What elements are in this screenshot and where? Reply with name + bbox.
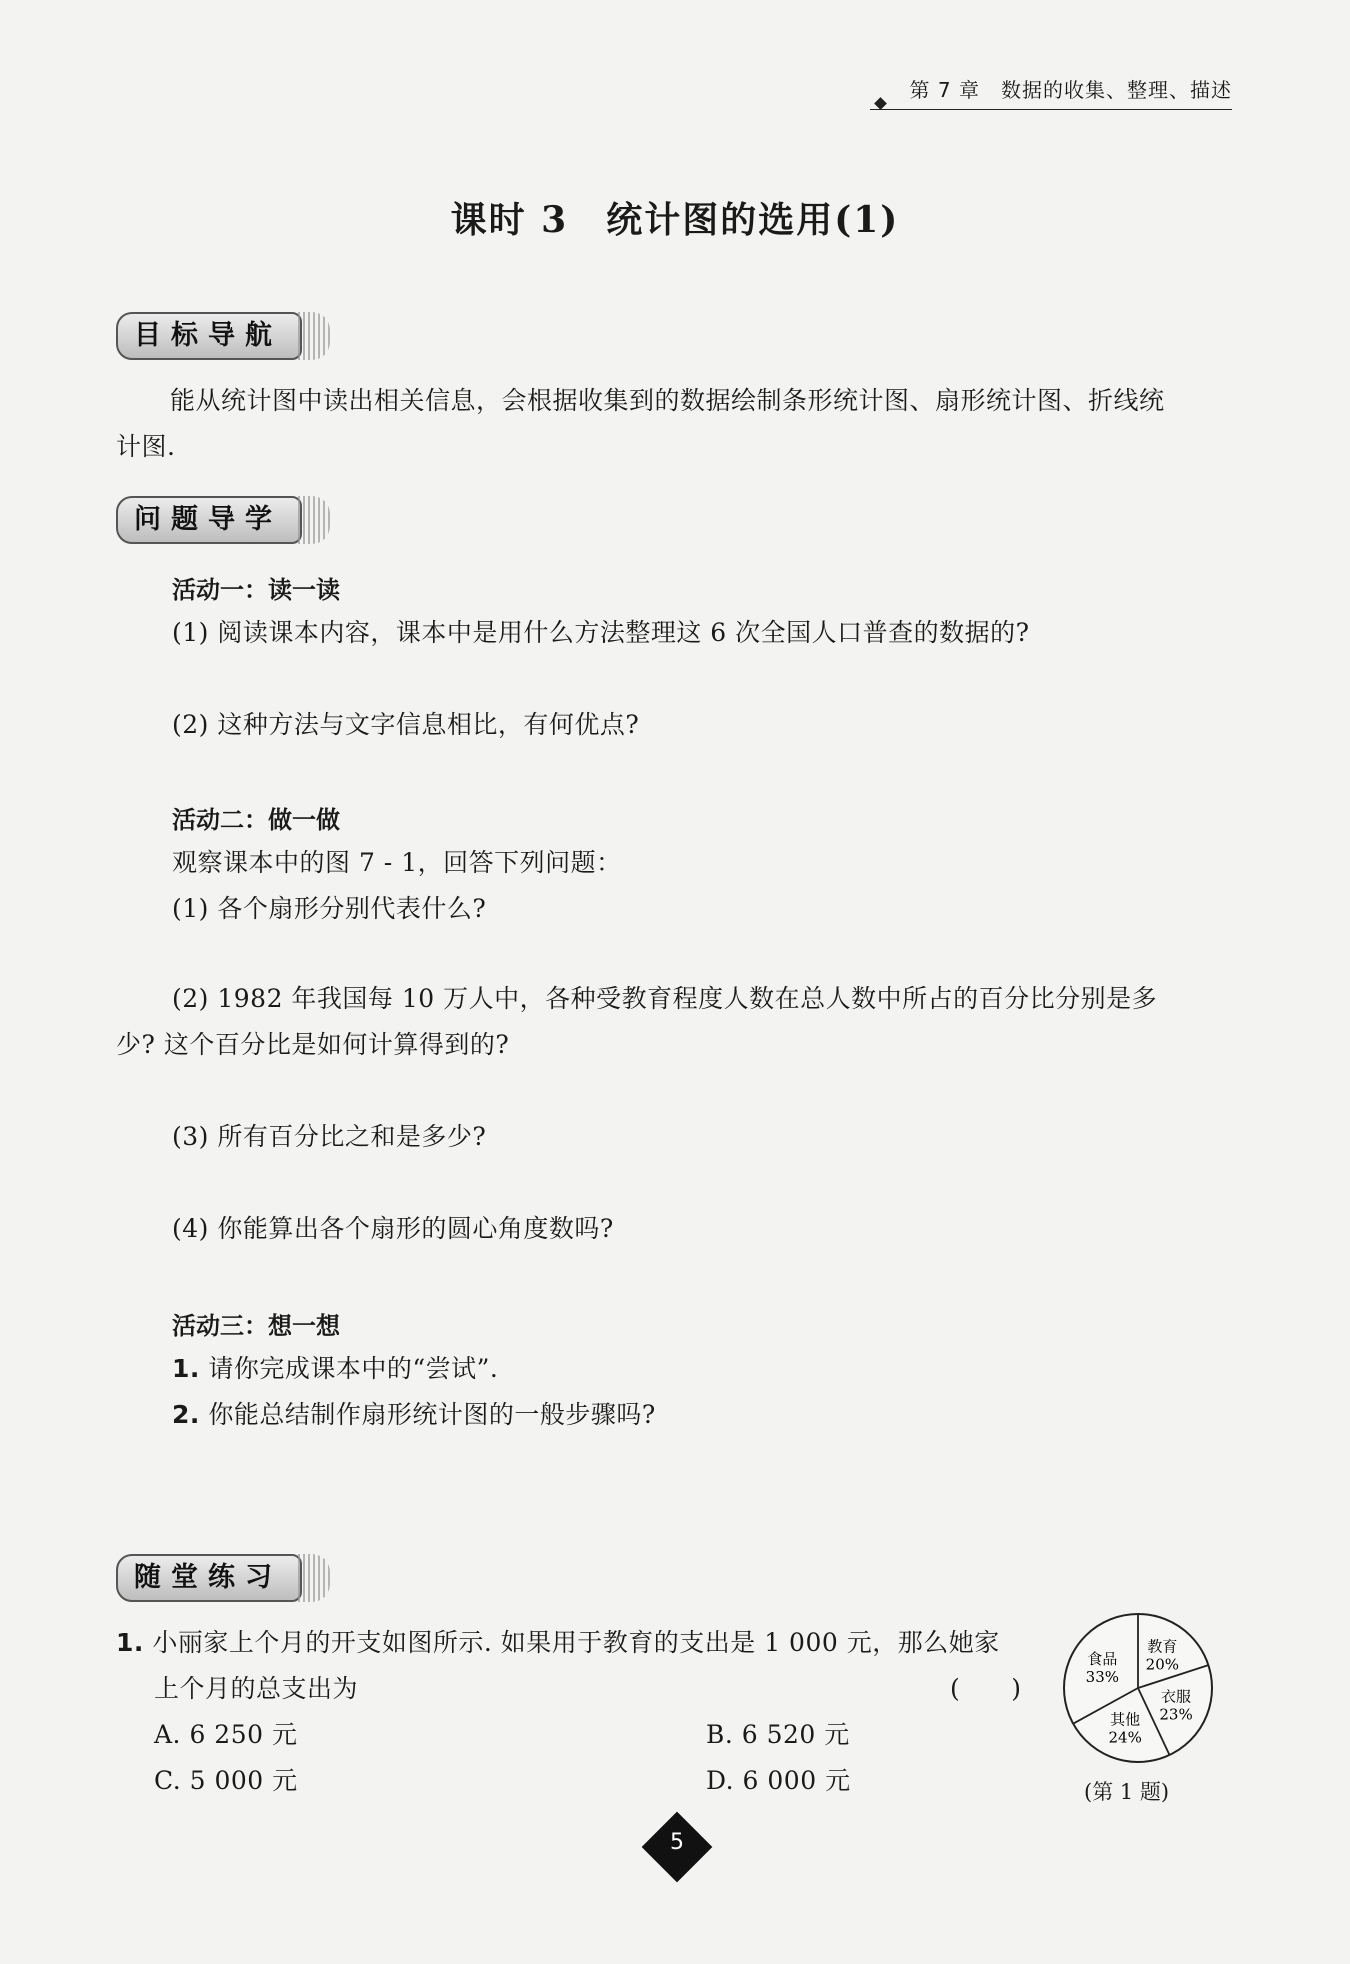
section-badge-guide: 问题导学	[116, 496, 302, 544]
answer-bracket: ( )	[950, 1674, 1022, 1703]
chapter-header: 第 7 章 数据的收集、整理、描述	[870, 74, 1232, 110]
exercise1-line2: 上个月的总支出为	[154, 1674, 359, 1703]
pie-slice-label: 其他	[1110, 1710, 1141, 1729]
activity3-item1	[172, 1346, 498, 1392]
pie-slice-label: 教育	[1147, 1637, 1178, 1656]
goal-text-line1: 能从统计图中读出相关信息，会根据收集到的数据绘制条形统计图、扇形统计图、折线统	[170, 386, 1165, 415]
pie-slice-percent: 33%	[1085, 1667, 1120, 1686]
item-number: 1.	[172, 1354, 200, 1383]
item-text: 你能总结制作扇形统计图的一般步骤吗?	[208, 1400, 656, 1429]
section-badge-goal: 目标导航	[116, 312, 302, 360]
section-badge-practice: 随堂练习	[116, 1554, 302, 1602]
badge-tail-decoration	[298, 496, 330, 544]
activity2-title: 活动二：做一做	[172, 806, 340, 834]
activity2-intro: 观察课本中的图 7 - 1，回答下列问题：	[172, 848, 622, 877]
badge-tail-decoration	[298, 1554, 330, 1602]
badge-tail-decoration	[298, 312, 330, 360]
item-number: 2.	[172, 1400, 200, 1429]
pie-slice-percent: 24%	[1108, 1728, 1142, 1747]
activity3-title: 活动三：想一想	[172, 1312, 340, 1340]
activity3-item2	[172, 1392, 656, 1438]
pie-slice-label: 食品	[1087, 1649, 1118, 1668]
option-c: C. 5 000 元	[154, 1766, 298, 1795]
exercise1-line1	[116, 1620, 1000, 1666]
pie-slice-percent: 23%	[1159, 1705, 1193, 1724]
activity2-question2-line2: 少? 这个百分比是如何计算得到的?	[116, 1030, 510, 1059]
activity2-question4: (4) 你能算出各个扇形的圆心角度数吗?	[172, 1214, 614, 1243]
activity1-question1: (1) 阅读课本内容，课本中是用什么方法整理这 6 次全国人口普查的数据的?	[172, 618, 1030, 647]
item-text: 请你完成课本中的“尝试”.	[208, 1354, 499, 1383]
pie-slice-percent: 20%	[1145, 1655, 1180, 1674]
activity2-question1: (1) 各个扇形分别代表什么?	[172, 894, 487, 923]
page-number: 5	[670, 1830, 684, 1855]
expense-pie-chart	[1052, 1600, 1224, 1778]
option-a: A. 6 250 元	[154, 1720, 298, 1749]
activity1-title: 活动一：读一读	[172, 576, 340, 604]
goal-text-line2: 计图.	[116, 432, 176, 461]
activity1-question2: (2) 这种方法与文字信息相比，有何优点?	[172, 710, 640, 739]
activity2-question3: (3) 所有百分比之和是多少?	[172, 1122, 487, 1151]
option-b: B. 6 520 元	[706, 1720, 850, 1749]
activity2-question2-line1: (2) 1982 年我国每 10 万人中，各种受教育程度人数在总人数中所占的百分比分别是多	[172, 984, 1158, 1013]
lesson-title: 课时 3 统计图的选用(1)	[450, 199, 900, 241]
figure-caption: (第 1 题)	[1084, 1780, 1170, 1804]
option-d: D. 6 000 元	[706, 1766, 851, 1795]
pie-slice-label: 衣服	[1161, 1687, 1192, 1706]
exercise-text: 小丽家上个月的开支如图所示. 如果用于教育的支出是 1 000 元，那么她家	[152, 1628, 1000, 1657]
pie-chart-svg	[1052, 1600, 1224, 1778]
exercise-number: 1.	[116, 1628, 144, 1657]
